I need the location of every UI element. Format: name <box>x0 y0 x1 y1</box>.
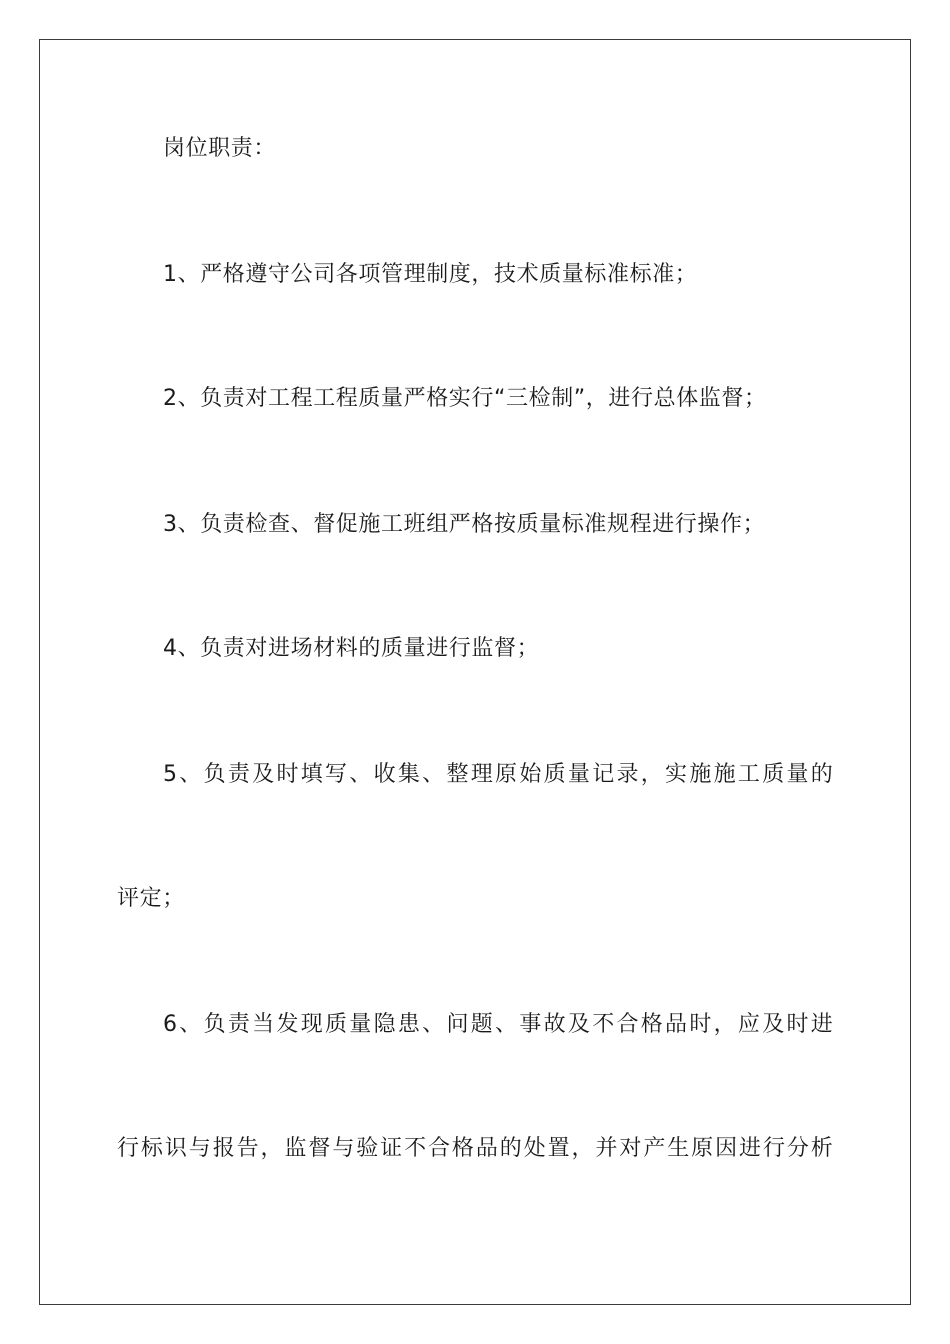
duty-item-2: 2、负责对工程工程质量严格实行“三检制”，进行总体监督； <box>163 386 767 411</box>
duty-item-6-line-2: 行标识与报告，监督与验证不合格品的处置，并对产生原因进行分析 <box>117 1136 833 1161</box>
duty-item-4: 4、负责对进场材料的质量进行监督； <box>163 636 540 661</box>
page-border <box>39 39 911 1305</box>
section-heading: 岗位职责： <box>163 136 277 161</box>
duty-item-3: 3、负责检查、督促施工班组严格按质量标准规程进行操作； <box>163 512 766 537</box>
duty-item-6-line-1: 6、负责当发现质量隐患、问题、事故及不合格品时，应及时进 <box>163 1012 833 1037</box>
duty-item-5-line-2: 评定； <box>117 886 185 911</box>
duty-item-1: 1、严格遵守公司各项管理制度，技术质量标准标准； <box>163 262 698 287</box>
duty-item-5-line-1: 5、负责及时填写、收集、整理原始质量记录，实施施工质量的 <box>163 762 833 787</box>
